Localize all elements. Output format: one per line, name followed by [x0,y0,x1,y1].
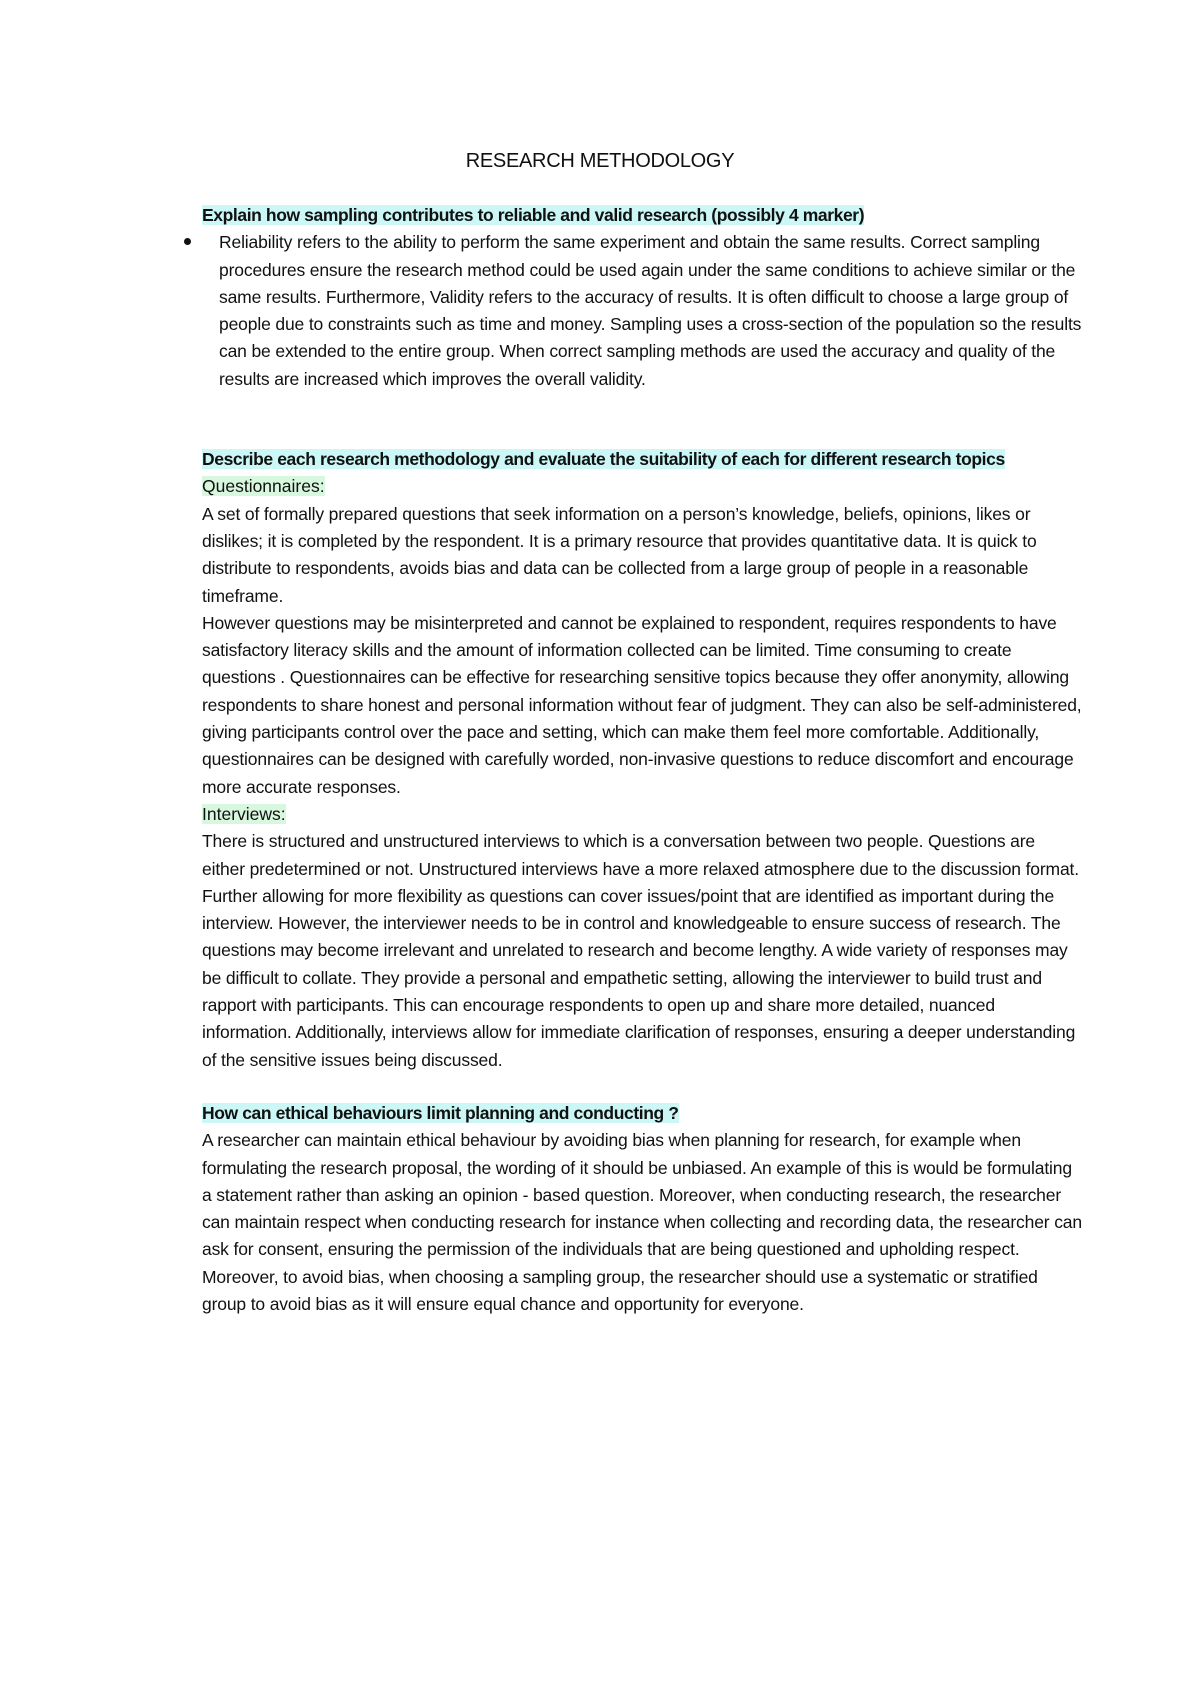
section-heading-methodology [202,446,1082,473]
spacer [202,393,1082,446]
heading-text: Explain how sampling contributes to reliable and valid research (possibly 4 marker) [202,205,865,225]
interviews-paragraph: There is structured and unstructured interviews to which is a conversation between two people. Questions are either predetermined or not. Unstructured interviews have a more relaxed atmosphere due to the discussion format. Further allowing for more flexibility as questions can cover issues/point that are identified as important during the interview. However, the interviewer needs to be in control and knowledgeable to ensure success of research. The questions may become irrelevant and unrelated to research and become lengthy. A wide variety of responses may be difficult to collate. They provide a personal and empathetic setting, allowing the interviewer to build trust and rapport with participants. This can encourage respondents to open up and share more detailed, nuanced information. Additionally, interviews allow for immediate clarification of responses, ensuring a deeper understanding of the sensitive issues being discussed. [202,831,1079,1070]
bullet-paragraph: Reliability refers to the ability to perform the same experiment and obtain the same results. Correct sampling procedures ensure the research method could be used again under the same conditions to achieve similar or the same results. Furthermore, Validity refers to the accuracy of results. It is often difficult to choose a large group of people due to constraints such as time and money. Sampling uses a cross-section of the population so the results can be extended to the entire group. When correct sampling methods are used the accuracy and quality of the results are increased which improves the overall validity. [219,232,1082,389]
questionnaires-paragraph-2: However questions may be misinterpreted and cannot be explained to respondent, requires respondents to have satisfactory literacy skills and the amount of information collected can be limited. Time consuming to create questions . Questionnaires can be effective for researching sensitive topics because they offer anonymity, allowing respondents to share honest and personal information without fear of judgment. They can also be self-administered, giving participants control over the pace and setting, which can make them feel more comfortable. Additionally, questionnaires can be designed with carefully worded, non-invasive questions to reduce discomfort and encourage more accurate responses. [202,612,1082,797]
section-heading-sampling [202,202,1082,229]
bullet-item [202,229,1082,393]
subheading-text: Interviews: [202,803,286,824]
heading-text: How can ethical behaviours limit planning and conducting ? [202,1102,679,1123]
ethics-paragraph: A researcher can maintain ethical behaviour by avoiding bias when planning for research, for example when formulating the research proposal, the wording of it should be unbiased. An example of this is would be formulating a statement rather than asking an opinion - based question. Moreover, when conducting research, the researcher can maintain respect when conducting research for instance when collecting and recording data, the researcher can ask for consent, ensuring the permission of the individuals that are being questioned and upholding respect. Moreover, to avoid bias, when choosing a sampling group, the researcher should use a systematic or stratified group to avoid bias as it will ensure equal chance and opportunity for everyone. [202,1130,1082,1314]
subheading-text: Questionnaires: [202,476,325,497]
questionnaires-paragraph-1: A set of formally prepared questions that seek information on a person’s knowledge, beliefs, opinions, likes or dislikes; it is completed by the respondent. It is a primary resource that provides quantitative data. It is quick to distribute to respondents, avoids bias and data can be collected from a large group of people in a reasonable timeframe. [202,503,1037,606]
document-body [202,202,1082,1318]
subheading-questionnaires [202,473,1082,500]
bullet-icon [184,238,191,245]
section-heading-ethics [202,1100,1082,1127]
document-title: RESEARCH METHODOLOGY [465,150,735,172]
heading-text: Describe each research methodology and evaluate the suitability of each for different research topics [202,449,1005,470]
spacer [202,1074,1082,1100]
subheading-interviews [202,801,1082,828]
